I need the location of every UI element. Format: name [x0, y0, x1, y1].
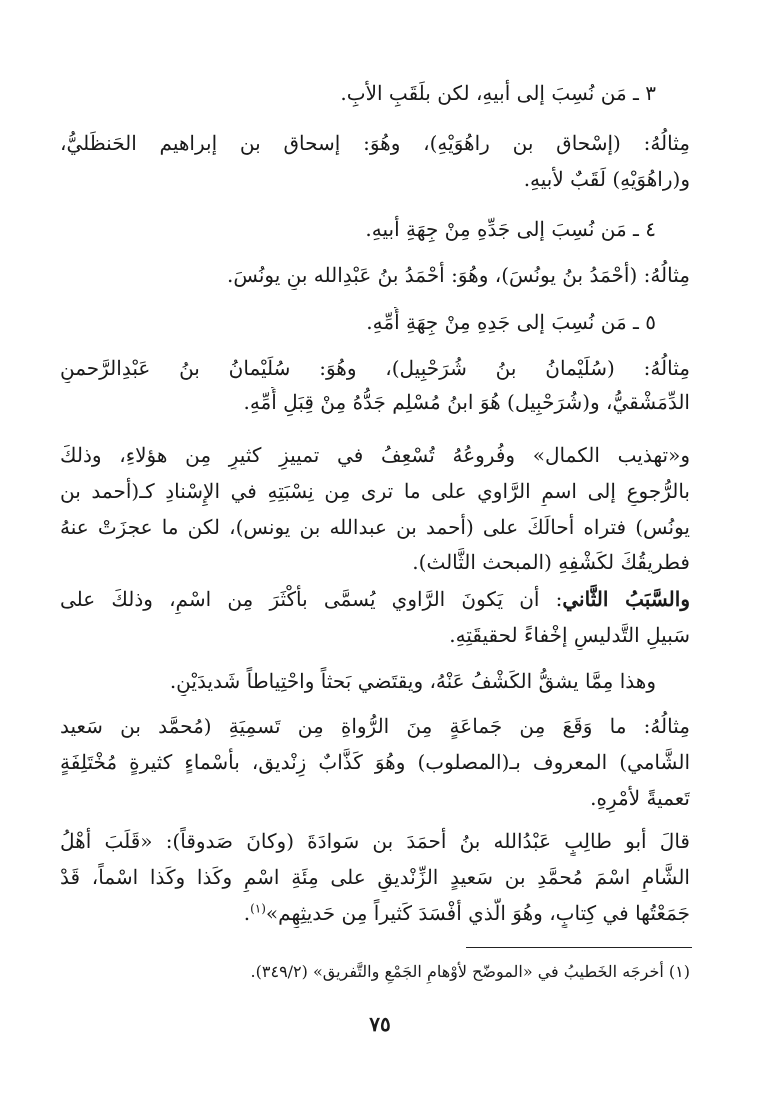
footnote-reference[interactable]: (١) [250, 901, 266, 916]
text-line: يونُس) فتراه أحالَكَ على (أحمد بن عبدالله بن يونس)، لكن ما عجزَتْ عنهُ [60, 515, 690, 539]
text-line: وهذا مِمَّا يشقُّ الكَشْفُ عَنْهُ، ويقتَضي بَحثاً واحْتِياطاً شَديدَيْنِ. [169, 669, 656, 693]
footnote-separator [466, 947, 692, 948]
text-line [60, 584, 690, 614]
page-number: ٧٥ [369, 1012, 391, 1036]
text-line: و(راهُوَيْهِ) لَقَبٌ لأبيهِ. [523, 167, 690, 191]
text-line: الدِّمَشْقيُّ، و(شُرَحْبِيل) هُوَ ابنُ مُسْلِم جَدُّهُ مِنْ قِبَلِ أُمِّهِ. [243, 390, 690, 414]
text-line: الشَّامي) المعروف بـ(المصلوب) وهُوَ كَذَّابٌ زِنْديق، بأسْماءٍ كثيرةٍ مُخْتَلِفَةٍ [60, 750, 690, 774]
section-heading: والسَّبَبُ الثَّاني [562, 587, 690, 611]
text-run: جَمَعْتُها في كِتابٍ، وهُوَ الَّذي أفْسَدَ كَثيراً مِن حَديثِهِم» [265, 901, 690, 925]
text-line: فطريقُكَ لكَشْفِهِ (المبحث الثَّالث). [412, 550, 690, 574]
text-run: . [243, 901, 251, 925]
text-line: مِثالُهُ: (إسْحاق بن راهُوَيْهِ)، وهُوَ: إسحاق بن إبراهيم الحَنظَليُّ، [60, 131, 690, 155]
text-line: ٣ ـ مَن نُسِبَ إلى أبيهِ، لكن بلَقَبِ الأبِ. [340, 81, 656, 105]
text-line: مِثالُهُ: ما وَقَعَ مِن جَماعَةٍ مِنَ الرُّواةِ مِن تَسمِيَةِ (مُحمَّد بن سَعيد [60, 714, 690, 738]
text-run: : أن يَكونَ الرَّاوي يُسمَّى بأكْثَرَ مِن اسْمٍ، وذلكَ على [60, 587, 563, 611]
text-line: ٤ ـ مَن نُسِبَ إلى جَدِّهِ مِنْ جِهَةِ أبيهِ. [365, 217, 656, 241]
text-line: بالرُّجوعِ إلى اسمِ الرَّاوي على ما ترى مِن نِسْبَتِهِ في الإِسْنادِ كـ(أحمد بن [60, 479, 690, 503]
text-line: قالَ أبو طالِبٍ عَبْدُالله بنُ أحمَدَ بن سَوادَةَ (وكانَ صَدوقاً): «قَلَبَ أهْلُ [60, 829, 690, 853]
footnote: (١) أخرجَه الخَطيبُ في «الموضّح لأوْهامِ الجَمْعِ والتَّفريق» (٣٤٩/٢). [250, 962, 690, 981]
text-line [60, 898, 690, 928]
text-line: و«تهذيب الكمال» وفُروعُهُ تُسْعِفُ في تمييزِ كثيرٍ مِن هؤلاءِ، وذلكَ [60, 443, 690, 467]
text-line: سَبيلِ التَّدليسِ إخْفاءً لحقيقَتِهِ. [449, 623, 690, 647]
text-line: مِثالُهُ: (أحْمَدُ بنُ يونُسَ)، وهُوَ: أحْمَدُ بنُ عَبْدِالله بنِ يونُسَ. [226, 263, 690, 287]
text-line: ٥ ـ مَن نُسِبَ إلى جَدِهِ مِنْ جِهَةِ أُمِّهِ. [366, 310, 656, 334]
text-line: الشَّامِ اسْمَ مُحمَّدِ بن سَعيدٍ الزِّنْديقِ على مِئَةِ اسْمٍ وكَذا وكَذا اسْماً، قَدْ [60, 865, 690, 889]
text-line: مِثالُهُ: (سُلَيْمانُ بنُ شُرَحْبِيل)، وهُوَ: سُلَيْمانُ بنُ عَبْدِالرَّحمنِ [60, 356, 690, 380]
text-line: تَعميةً لأمْرِهِ. [590, 786, 690, 810]
